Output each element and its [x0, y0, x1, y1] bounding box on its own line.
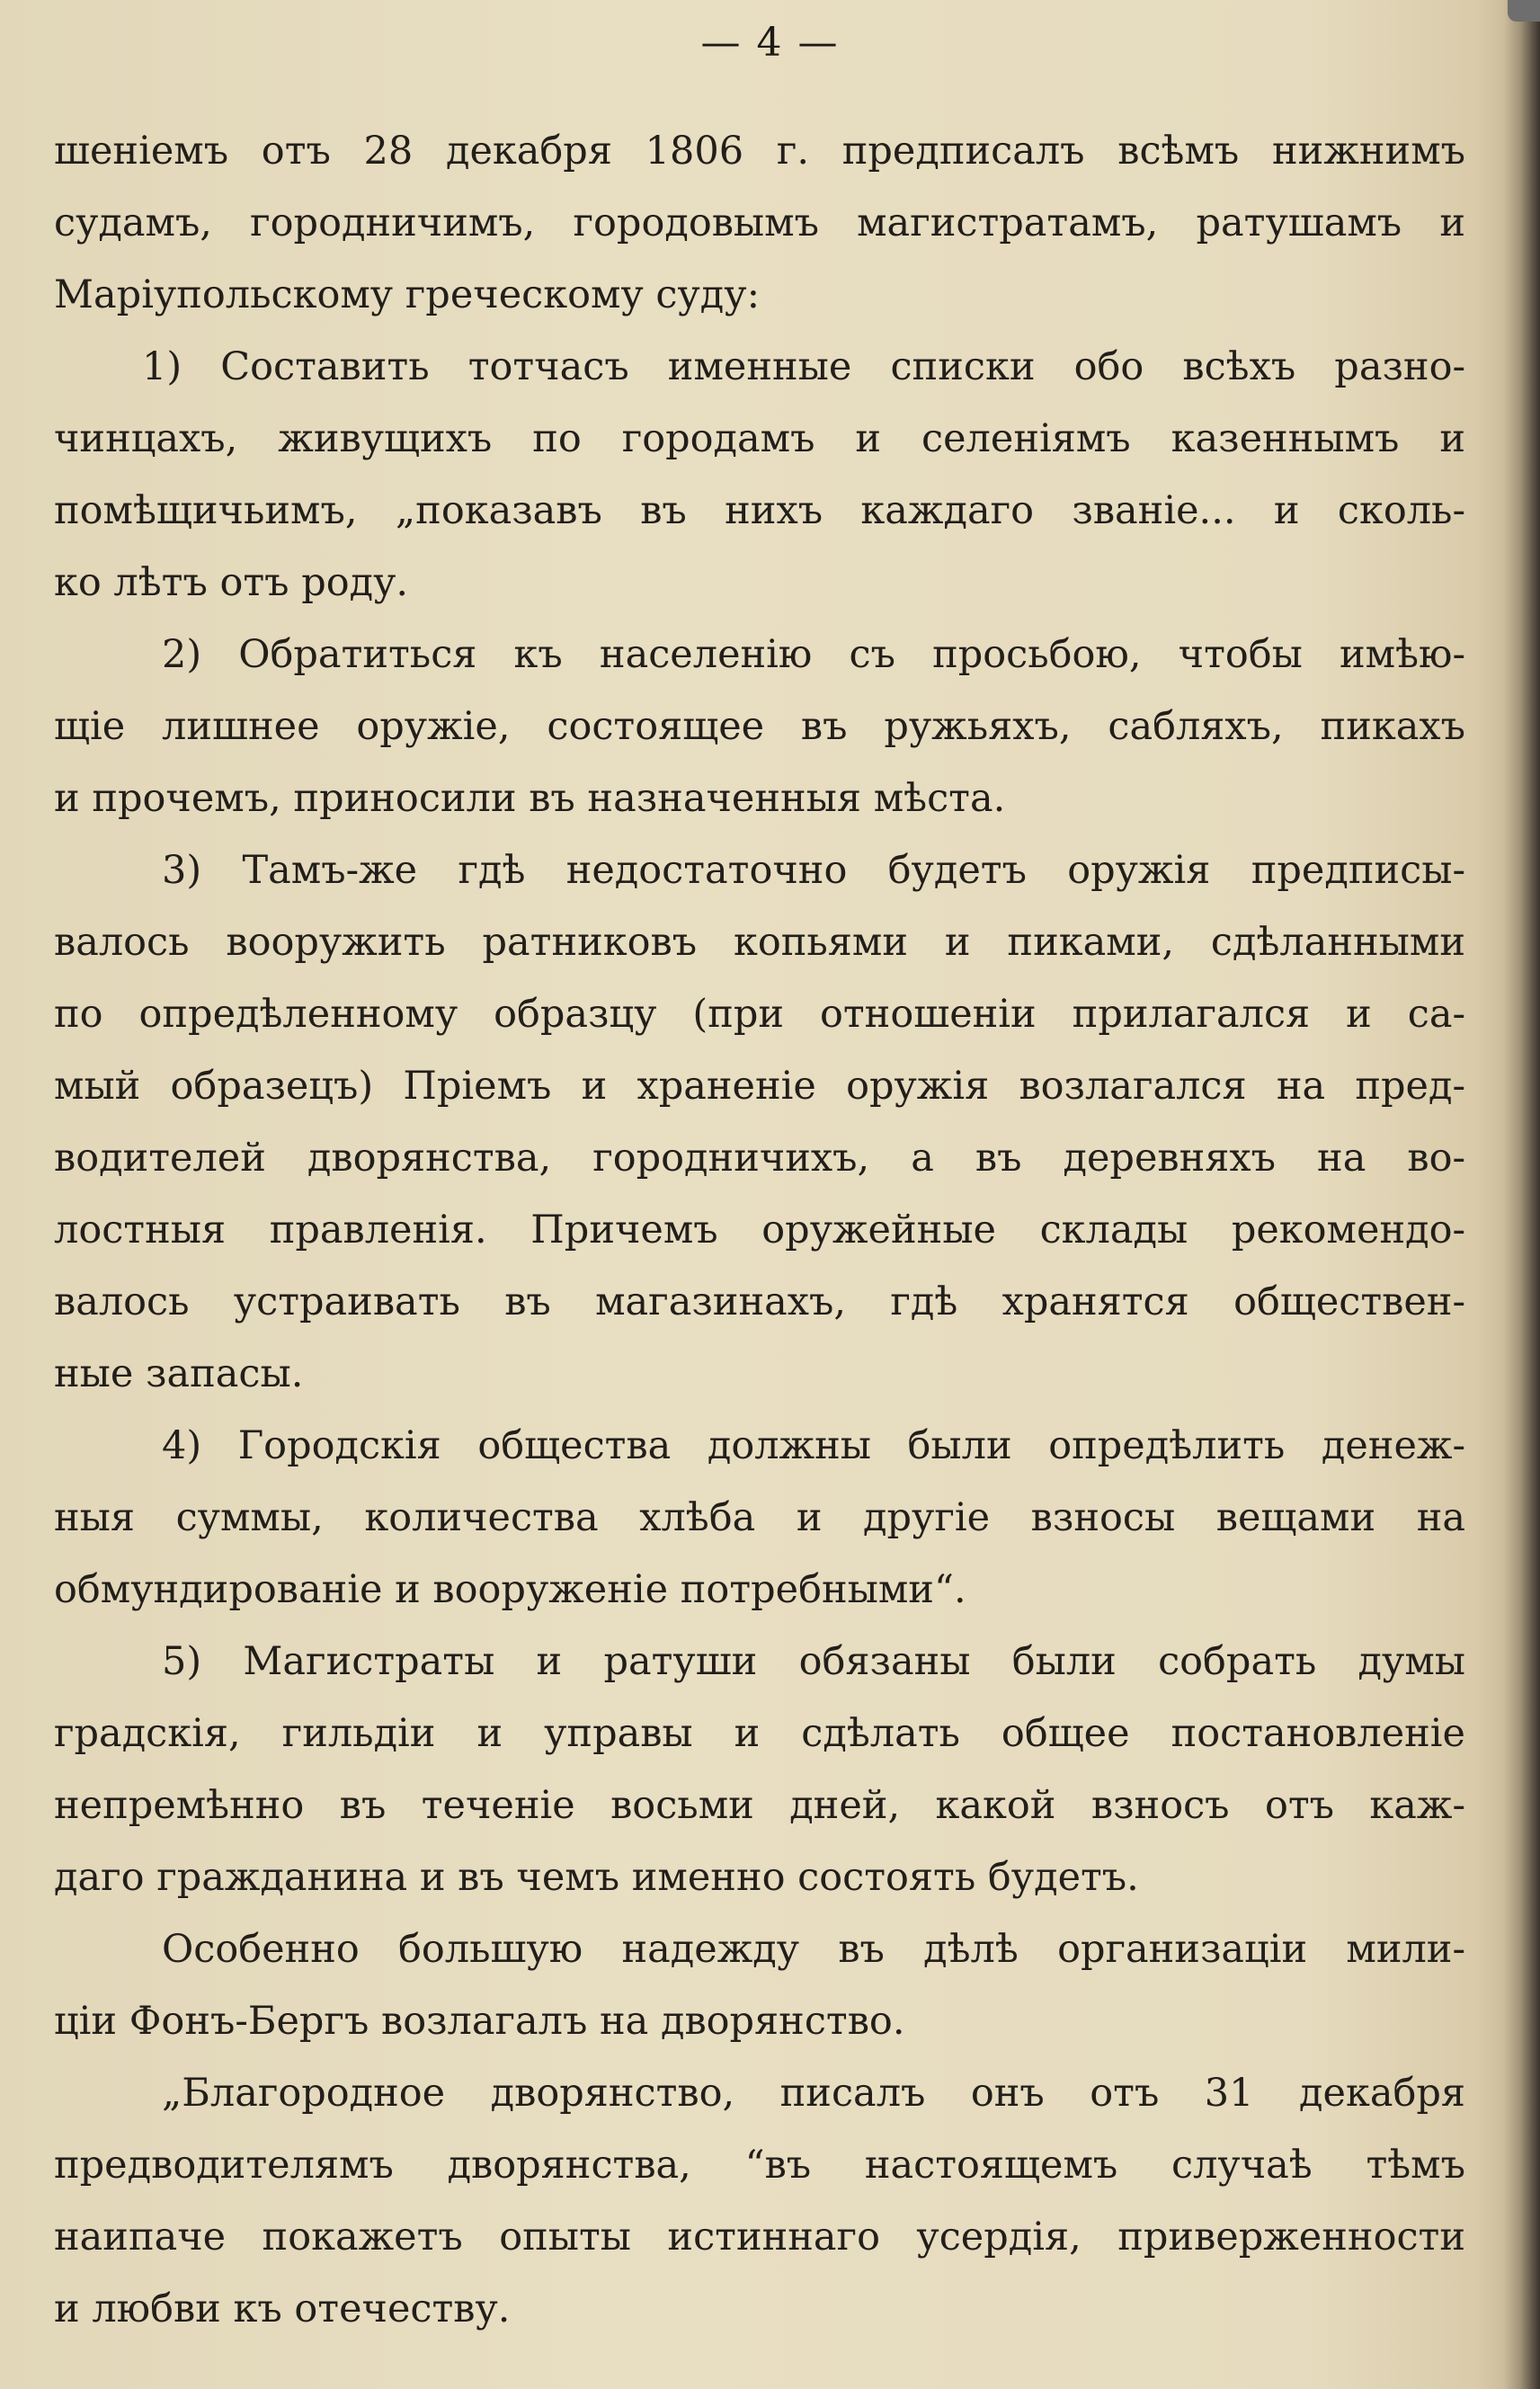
text-line: Особенно большую надежду въ дѣлѣ организаціи мили-	[162, 1927, 1465, 1972]
text-line: ціи Фонъ-Бергъ возлагалъ на дворянство.	[54, 1999, 905, 2044]
text-line: обмундированіе и вооруженіе потребными“.	[54, 1567, 966, 1612]
page-edge-shadow	[1504, 0, 1540, 2389]
page-number: — 4 —	[700, 20, 840, 66]
text-line: по опредѣленному образцу (при отношеніи прилагался и са-	[54, 992, 1465, 1037]
text-line: 1) Составить тотчасъ именные списки обо всѣхъ разно-	[142, 344, 1465, 389]
text-line: даго гражданина и въ чемъ именно состоять будетъ.	[54, 1855, 1139, 1900]
corner-mark	[1508, 0, 1540, 22]
text-line: 2) Обратиться къ населенію съ просьбою, чтобы имѣю-	[162, 632, 1465, 677]
text-line: валось вооружить ратниковъ копьями и пиками, сдѣланными	[54, 920, 1465, 965]
text-line: водителей дворянства, городничихъ, а въ деревняхъ на во-	[54, 1136, 1465, 1181]
text-line: 3) Тамъ-же гдѣ недостаточно будетъ оружія предписы-	[162, 848, 1465, 893]
text-line: 4) Городскія общества должны были опредѣлить денеж-	[162, 1423, 1465, 1468]
text-line: судамъ, городничимъ, городовымъ магистратамъ, ратушамъ и	[54, 201, 1465, 245]
text-line: мый образецъ) Пріемъ и храненіе оружія возлагался на пред-	[54, 1064, 1465, 1109]
text-line: 5) Магистраты и ратуши обязаны были собрать думы	[162, 1639, 1465, 1684]
text-line: и любви къ отечеству.	[54, 2286, 511, 2331]
text-line: ко лѣтъ отъ роду.	[54, 560, 409, 605]
body-text	[54, 115, 1465, 2345]
text-line: чинцахъ, живущихъ по городамъ и селеніямъ казеннымъ и	[54, 416, 1465, 461]
text-line: „Благородное дворянство, писалъ онъ отъ 31 декабря	[162, 2071, 1465, 2116]
text-line: щіе лишнее оружіе, состоящее въ ружьяхъ, сабляхъ, пикахъ	[54, 704, 1465, 749]
text-line: шеніемъ отъ 28 декабря 1806 г. предписалъ всѣмъ нижнимъ	[54, 129, 1465, 174]
text-line: ные запасы.	[54, 1351, 304, 1396]
text-line: предводителямъ дворянства, “въ настоящемъ случаѣ тѣмъ	[54, 2143, 1465, 2188]
text-line: валось устраивать въ магазинахъ, гдѣ хранятся обществен-	[54, 1279, 1465, 1324]
text-line: и прочемъ, приносили въ назначенныя мѣста.	[54, 776, 1006, 821]
text-line: непремѣнно въ теченіе восьми дней, какой взносъ отъ каж-	[54, 1783, 1465, 1828]
text-line: ныя суммы, количества хлѣба и другіе взносы вещами на	[54, 1495, 1465, 1540]
text-line: градскія, гильдіи и управы и сдѣлать общее постановленіе	[54, 1711, 1465, 1756]
text-line: наипаче покажетъ опыты истиннаго усердія, приверженности	[54, 2215, 1465, 2260]
text-line: лостныя правленія. Причемъ оружейные склады рекомендо-	[54, 1208, 1465, 1252]
text-line: Маріупольскому греческому суду:	[54, 272, 761, 317]
text-line: помѣщичьимъ, „показавъ въ нихъ каждаго званіе... и сколь-	[54, 488, 1465, 533]
